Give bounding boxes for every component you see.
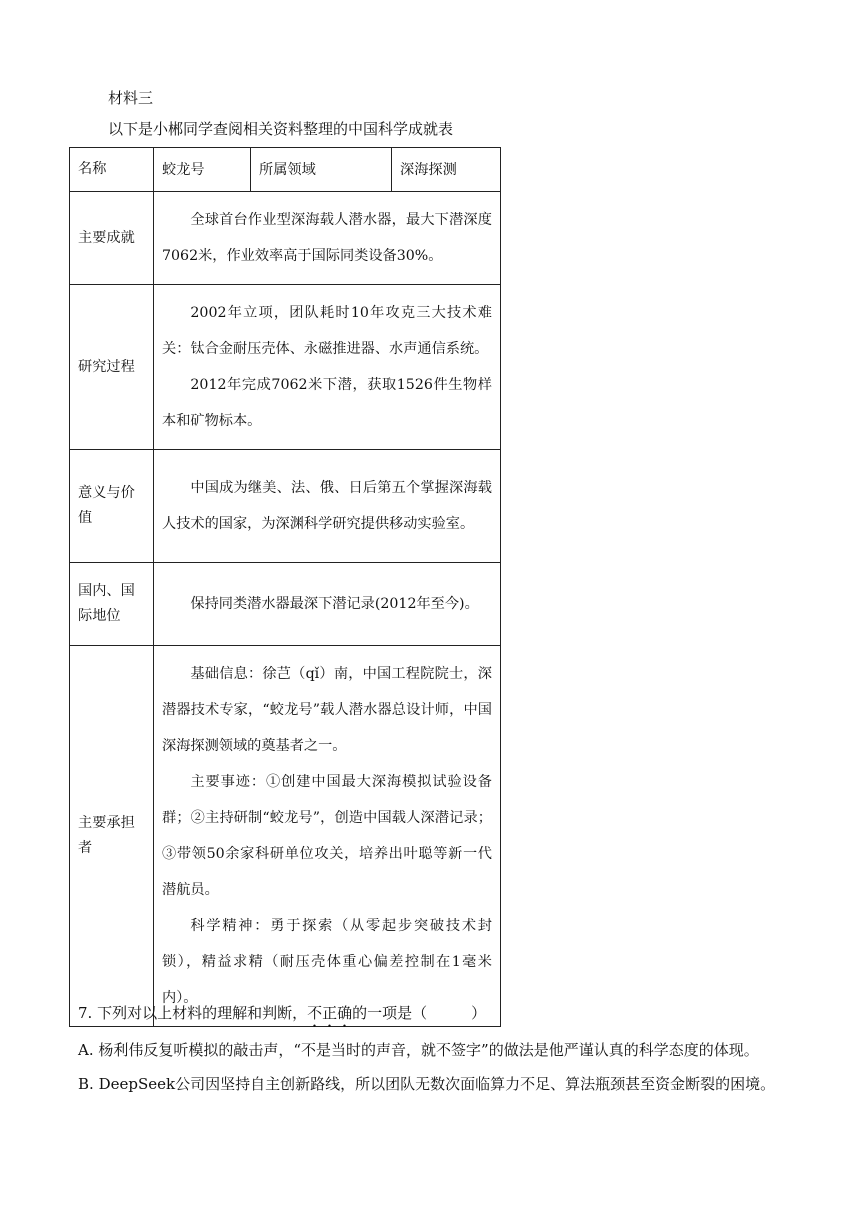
field-value: 深海探测: [392, 148, 501, 192]
row-label-leader: 主要承担者: [70, 646, 154, 1027]
option-a-text: 杨利伟反复听模拟的敲击声，“不是当时的声音，就不签字”的做法是他严谨认真的科学态度的体现。: [98, 1041, 759, 1059]
field-label: 所属领域: [251, 148, 392, 192]
question-text-after: 的一项是（: [352, 1004, 428, 1022]
row-label-process: 研究过程: [70, 285, 154, 450]
question-number: 7.: [78, 1004, 93, 1022]
question-emphasis: 不正确: [307, 1004, 353, 1022]
question-stem: [78, 1002, 486, 1031]
question-text-before: 下列对以上材料的理解和判断，: [97, 1004, 308, 1022]
name-value: 蛟龙号: [154, 148, 251, 192]
option-a: [78, 1039, 759, 1060]
section-title: 材料三: [108, 89, 154, 107]
row-label-significance: 意义与价值: [70, 450, 154, 563]
question-close: ）: [471, 1004, 487, 1022]
option-b-text: DeepSeek公司因坚持自主创新路线，所以团队无数次面临算力不足、算法瓶颈甚至资金断裂的困境。: [98, 1075, 776, 1093]
option-a-label: A.: [78, 1041, 94, 1059]
table-caption: 以下是小郴同学查阅相关资料整理的中国科学成就表: [108, 120, 454, 138]
row-body-significance: 中国成为继美、法、俄、日后第五个掌握深海载人技术的国家，为深渊科学研究提供移动实验室。: [154, 450, 501, 563]
option-b: [78, 1073, 775, 1094]
name-label: 名称: [70, 148, 154, 192]
row-body-process: 2002年立项，团队耗时10年攻克三大技术难关：钛合金耐压壳体、永磁推进器、水声通信系统。 2012年完成7062米下潜，获取1526件生物样本和矿物标本。: [154, 285, 501, 450]
row-body-achievement: 全球首台作业型深海载人潜水器，最大下潜深度7062米，作业效率高于国际同类设备30%。: [154, 192, 501, 285]
row-label-status: 国内、国际地位: [70, 563, 154, 646]
row-body-leader: 基础信息：徐芑（qǐ）南，中国工程院院士，深潜器技术专家，“蛟龙号”载人潜水器总设计师，中国深海探测领域的奠基者之一。 主要事迹：①创建中国最大深海模拟试验设备群；②主持研制“蛟龙号”，创造中国载人深潜记录；③带领50余家科研单位攻关，培养出叶聪等新一代潜航员。 科学精神：勇于探索（从零起步突破技术封锁），精益求精（耐压壳体重心偏差控制在1毫米内）。: [154, 646, 501, 1027]
option-b-label: B.: [78, 1075, 94, 1093]
row-label-achievement: 主要成就: [70, 192, 154, 285]
achievement-table: [69, 147, 501, 1027]
row-body-status: 保持同类潜水器最深下潜记录(2012年至今)。: [154, 563, 501, 646]
